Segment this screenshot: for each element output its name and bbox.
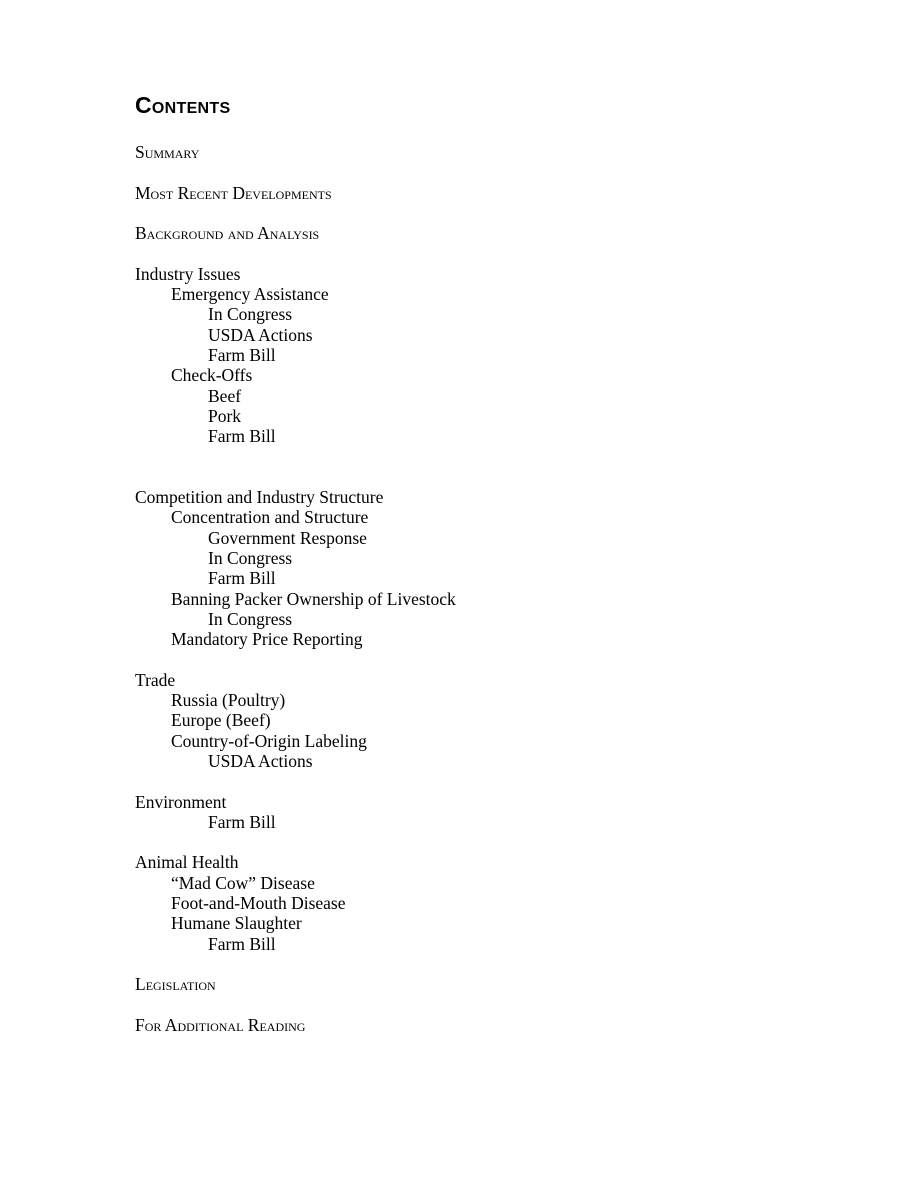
toc-emergency-assistance[interactable]: Emergency Assistance: [171, 284, 329, 305]
toc-concentration-and-structure[interactable]: Concentration and Structure: [171, 507, 369, 528]
toc-banning-packer-ownership[interactable]: Banning Packer Ownership of Livestock: [171, 588, 456, 609]
toc-trade[interactable]: Trade: [135, 669, 176, 690]
toc-country-of-origin-labeling[interactable]: Country-of-Origin Labeling: [171, 730, 367, 751]
toc-for-additional-reading[interactable]: For Additional Reading: [135, 1014, 306, 1035]
toc-humane-slaughter[interactable]: Humane Slaughter: [171, 913, 302, 934]
toc-emergency-usda-actions[interactable]: USDA Actions: [208, 324, 313, 345]
toc-checkoff-farm-bill[interactable]: Farm Bill: [208, 426, 276, 447]
toc-industry-issues[interactable]: Industry Issues: [135, 263, 241, 284]
toc-most-recent-developments[interactable]: Most Recent Developments: [135, 182, 332, 203]
toc-competition-and-industry-structure[interactable]: Competition and Industry Structure: [135, 487, 384, 508]
toc-animal-health[interactable]: Animal Health: [135, 852, 239, 873]
toc-europe-beef[interactable]: Europe (Beef): [171, 710, 271, 731]
toc-summary[interactable]: Summary: [135, 142, 200, 162]
toc-foot-and-mouth-disease[interactable]: Foot-and-Mouth Disease: [171, 892, 346, 913]
toc-check-offs[interactable]: Check-Offs: [171, 365, 253, 386]
toc-cool-usda-actions[interactable]: USDA Actions: [208, 750, 313, 771]
contents-page: [135, 90, 835, 1035]
toc-mandatory-price-reporting[interactable]: Mandatory Price Reporting: [171, 629, 363, 650]
table-of-contents: [135, 142, 835, 1035]
toc-environment-farm-bill[interactable]: Farm Bill: [208, 811, 276, 832]
toc-background-and-analysis[interactable]: Background and Analysis: [135, 223, 320, 244]
toc-government-response[interactable]: Government Response: [208, 527, 367, 548]
toc-humane-farm-bill[interactable]: Farm Bill: [208, 933, 276, 954]
toc-emergency-farm-bill[interactable]: Farm Bill: [208, 344, 276, 365]
toc-legislation[interactable]: Legislation: [135, 974, 216, 995]
page-title: Contents: [135, 92, 231, 118]
toc-russia-poultry[interactable]: Russia (Poultry): [171, 690, 286, 711]
toc-mad-cow-disease[interactable]: “Mad Cow” Disease: [171, 872, 315, 893]
toc-checkoff-beef[interactable]: Beef: [208, 385, 242, 406]
toc-banning-in-congress[interactable]: In Congress: [208, 608, 293, 629]
toc-emergency-in-congress[interactable]: In Congress: [208, 304, 293, 325]
toc-checkoff-pork[interactable]: Pork: [208, 405, 242, 426]
toc-concentration-in-congress[interactable]: In Congress: [208, 547, 293, 568]
toc-concentration-farm-bill[interactable]: Farm Bill: [208, 568, 276, 589]
toc-environment[interactable]: Environment: [135, 791, 227, 812]
